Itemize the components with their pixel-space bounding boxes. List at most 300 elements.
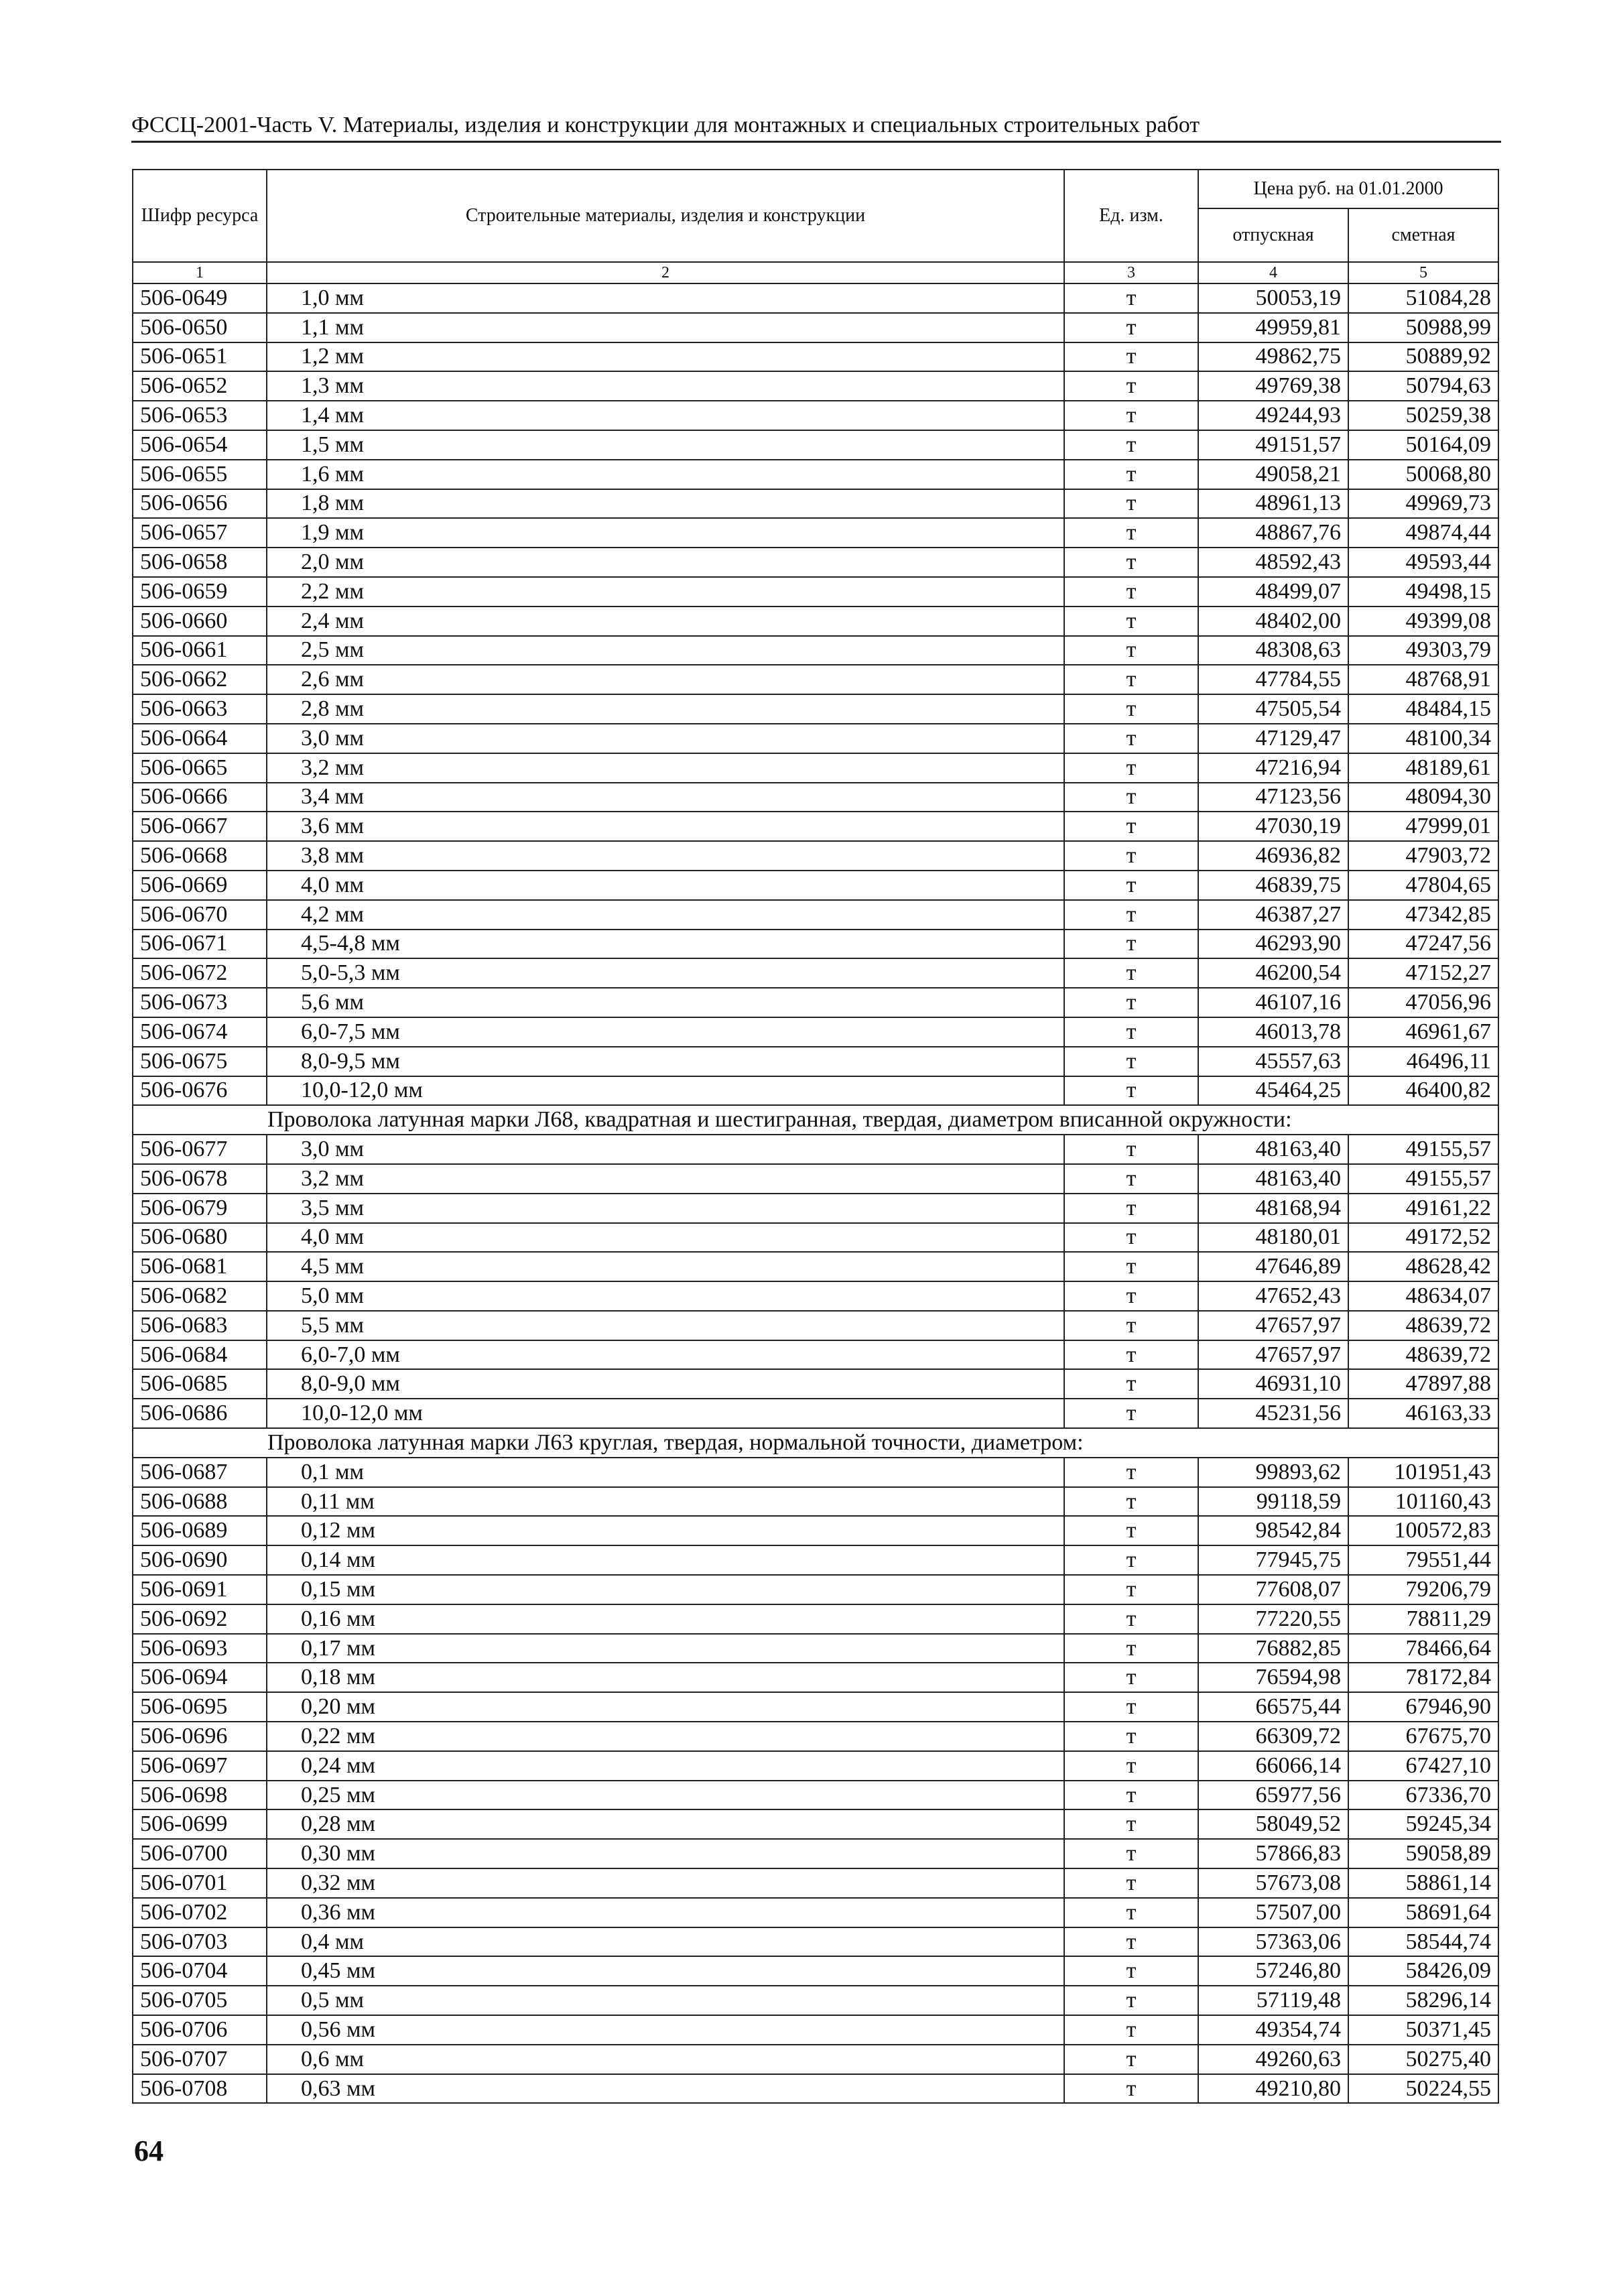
resource-code: 506-0671: [133, 930, 267, 959]
release-price: 48867,76: [1198, 518, 1348, 548]
material-name: 3,5 мм: [267, 1194, 1064, 1223]
resource-code: 506-0652: [133, 371, 267, 401]
unit: т: [1064, 900, 1198, 930]
unit: т: [1064, 1017, 1198, 1047]
resource-code: 506-0663: [133, 694, 267, 724]
resource-code: 506-0696: [133, 1722, 267, 1751]
release-price: 47030,19: [1198, 812, 1348, 841]
unit: т: [1064, 371, 1198, 401]
unit: т: [1064, 1575, 1198, 1604]
resource-code: 506-0677: [133, 1135, 267, 1164]
unit: т: [1064, 1663, 1198, 1692]
table-row: [133, 1809, 1498, 1839]
material-name: 4,0 мм: [267, 1223, 1064, 1253]
table-row: [133, 2015, 1498, 2045]
table-row: [133, 1399, 1498, 1428]
resource-code: 506-0694: [133, 1663, 267, 1692]
table-row: [133, 1663, 1498, 1692]
resource-code: 506-0657: [133, 518, 267, 548]
estimate-price: 51084,28: [1348, 283, 1498, 313]
unit: т: [1064, 607, 1198, 636]
resource-code: 506-0681: [133, 1252, 267, 1281]
estimate-price: 78811,29: [1348, 1604, 1498, 1634]
release-price: 48961,13: [1198, 489, 1348, 519]
estimate-price: 48634,07: [1348, 1281, 1498, 1311]
table-row: [133, 430, 1498, 460]
unit: т: [1064, 548, 1198, 577]
material-name: 0,6 мм: [267, 2045, 1064, 2074]
unit: т: [1064, 1164, 1198, 1194]
column-number: 1: [133, 262, 267, 283]
table-row: [133, 1076, 1498, 1106]
table-row: [133, 283, 1498, 313]
release-price: 47129,47: [1198, 724, 1348, 753]
resource-code: 506-0695: [133, 1692, 267, 1722]
table-row: [133, 1956, 1498, 1986]
release-price: 49058,21: [1198, 460, 1348, 489]
material-name: 5,0-5,3 мм: [267, 958, 1064, 988]
release-price: 48402,00: [1198, 607, 1348, 636]
resource-code: 506-0661: [133, 636, 267, 665]
release-price: 50053,19: [1198, 283, 1348, 313]
table-row: [133, 1751, 1498, 1781]
table-row: [133, 607, 1498, 636]
material-name: 0,11 мм: [267, 1487, 1064, 1517]
release-price: 47657,97: [1198, 1340, 1348, 1370]
release-price: 47652,43: [1198, 1281, 1348, 1311]
unit: т: [1064, 1252, 1198, 1281]
release-price: 47657,97: [1198, 1311, 1348, 1340]
table-row: [133, 1898, 1498, 1927]
material-name: 1,1 мм: [267, 313, 1064, 342]
estimate-price: 59245,34: [1348, 1809, 1498, 1839]
table-row: [133, 1545, 1498, 1575]
release-price: 58049,52: [1198, 1809, 1348, 1839]
table-row: [133, 1340, 1498, 1370]
release-price: 46839,75: [1198, 871, 1348, 900]
resource-code: 506-0670: [133, 900, 267, 930]
release-price: 48180,01: [1198, 1223, 1348, 1253]
unit: т: [1064, 1809, 1198, 1839]
section-row: [133, 1105, 1498, 1135]
release-price: 46293,90: [1198, 930, 1348, 959]
unit: т: [1064, 1839, 1198, 1868]
release-price: 77220,55: [1198, 1604, 1348, 1634]
resource-code: 506-0665: [133, 753, 267, 783]
release-price: 57866,83: [1198, 1839, 1348, 1868]
resource-code: 506-0691: [133, 1575, 267, 1604]
material-name: 0,1 мм: [267, 1458, 1064, 1487]
material-name: 10,0-12,0 мм: [267, 1076, 1064, 1106]
release-price: 46936,82: [1198, 841, 1348, 871]
resource-code: 506-0698: [133, 1781, 267, 1810]
unit: т: [1064, 577, 1198, 607]
release-price: 57363,06: [1198, 1927, 1348, 1957]
resource-code: 506-0686: [133, 1399, 267, 1428]
resource-code: 506-0703: [133, 1927, 267, 1957]
unit: т: [1064, 1986, 1198, 2015]
table-row: [133, 665, 1498, 694]
resource-code: 506-0668: [133, 841, 267, 871]
estimate-price: 58426,09: [1348, 1956, 1498, 1986]
estimate-price: 47897,88: [1348, 1369, 1498, 1399]
table-row: [133, 1927, 1498, 1957]
table-row: [133, 1164, 1498, 1194]
estimate-price: 49155,57: [1348, 1135, 1498, 1164]
estimate-price: 46961,67: [1348, 1017, 1498, 1047]
resource-code: 506-0704: [133, 1956, 267, 1986]
resource-code: 506-0662: [133, 665, 267, 694]
material-name: 0,4 мм: [267, 1927, 1064, 1957]
material-name: 4,5-4,8 мм: [267, 930, 1064, 959]
resource-code: 506-0699: [133, 1809, 267, 1839]
resource-code: 506-0669: [133, 871, 267, 900]
release-price: 45231,56: [1198, 1399, 1348, 1428]
estimate-price: 47152,27: [1348, 958, 1498, 988]
resource-code: 506-0653: [133, 401, 267, 430]
material-name: 0,45 мм: [267, 1956, 1064, 1986]
unit: т: [1064, 489, 1198, 519]
release-price: 48499,07: [1198, 577, 1348, 607]
price-table: [132, 169, 1499, 2104]
estimate-price: 79551,44: [1348, 1545, 1498, 1575]
material-name: 3,2 мм: [267, 753, 1064, 783]
resource-code: 506-0689: [133, 1516, 267, 1545]
release-price: 47784,55: [1198, 665, 1348, 694]
resource-code: 506-0673: [133, 988, 267, 1017]
material-name: 0,16 мм: [267, 1604, 1064, 1634]
release-price: 49244,93: [1198, 401, 1348, 430]
release-price: 76882,85: [1198, 1634, 1348, 1663]
material-name: 1,5 мм: [267, 430, 1064, 460]
estimate-price: 58861,14: [1348, 1868, 1498, 1898]
release-price: 46200,54: [1198, 958, 1348, 988]
estimate-price: 46163,33: [1348, 1399, 1498, 1428]
release-price: 65977,56: [1198, 1781, 1348, 1810]
unit: т: [1064, 753, 1198, 783]
table-body: [133, 283, 1498, 2103]
resource-code: 506-0702: [133, 1898, 267, 1927]
unit: т: [1064, 988, 1198, 1017]
material-name: 0,5 мм: [267, 1986, 1064, 2015]
resource-code: 506-0656: [133, 489, 267, 519]
material-name: 0,36 мм: [267, 1898, 1064, 1927]
resource-code: 506-0693: [133, 1634, 267, 1663]
unit: т: [1064, 1076, 1198, 1106]
resource-code: 506-0651: [133, 342, 267, 372]
unit: т: [1064, 2045, 1198, 2074]
estimate-price: 47056,96: [1348, 988, 1498, 1017]
table-row: [133, 1223, 1498, 1253]
release-price: 46387,27: [1198, 900, 1348, 930]
resource-code: 506-0700: [133, 1839, 267, 1868]
material-name: 2,5 мм: [267, 636, 1064, 665]
release-price: 57119,48: [1198, 1986, 1348, 2015]
estimate-price: 49161,22: [1348, 1194, 1498, 1223]
material-name: 3,2 мм: [267, 1164, 1064, 1194]
resource-code: 506-0672: [133, 958, 267, 988]
unit: т: [1064, 1223, 1198, 1253]
material-name: 0,18 мм: [267, 1663, 1064, 1692]
release-price: 66575,44: [1198, 1692, 1348, 1722]
estimate-price: 47804,65: [1348, 871, 1498, 900]
material-name: 0,22 мм: [267, 1722, 1064, 1751]
table-row: [133, 2045, 1498, 2074]
estimate-price: 48094,30: [1348, 783, 1498, 812]
material-name: 0,15 мм: [267, 1575, 1064, 1604]
estimate-price: 48484,15: [1348, 694, 1498, 724]
release-price: 57507,00: [1198, 1898, 1348, 1927]
material-name: 0,24 мм: [267, 1751, 1064, 1781]
estimate-price: 67946,90: [1348, 1692, 1498, 1722]
unit: т: [1064, 1692, 1198, 1722]
unit: т: [1064, 518, 1198, 548]
estimate-price: 48639,72: [1348, 1340, 1498, 1370]
column-number: 4: [1198, 262, 1348, 283]
header-estimate-price: сметная: [1348, 208, 1498, 262]
material-name: 1,6 мм: [267, 460, 1064, 489]
estimate-price: 58691,64: [1348, 1898, 1498, 1927]
resource-code: 506-0692: [133, 1604, 267, 1634]
material-name: 1,3 мм: [267, 371, 1064, 401]
release-price: 99118,59: [1198, 1487, 1348, 1517]
estimate-price: 50988,99: [1348, 313, 1498, 342]
estimate-price: 50259,38: [1348, 401, 1498, 430]
estimate-price: 48639,72: [1348, 1311, 1498, 1340]
release-price: 49260,63: [1198, 2045, 1348, 2074]
unit: т: [1064, 283, 1198, 313]
estimate-price: 48768,91: [1348, 665, 1498, 694]
material-name: 0,12 мм: [267, 1516, 1064, 1545]
table-row: [133, 313, 1498, 342]
release-price: 48163,40: [1198, 1164, 1348, 1194]
header-code: Шифр ресурса: [133, 170, 267, 262]
material-name: 2,6 мм: [267, 665, 1064, 694]
unit: т: [1064, 930, 1198, 959]
table-row: [133, 841, 1498, 871]
table-row: [133, 1604, 1498, 1634]
unit: т: [1064, 1722, 1198, 1751]
estimate-price: 59058,89: [1348, 1839, 1498, 1868]
estimate-price: 50068,80: [1348, 460, 1498, 489]
material-name: 4,5 мм: [267, 1252, 1064, 1281]
resource-code: 506-0674: [133, 1017, 267, 1047]
estimate-price: 47903,72: [1348, 841, 1498, 871]
estimate-price: 48100,34: [1348, 724, 1498, 753]
table-row: [133, 371, 1498, 401]
estimate-price: 48189,61: [1348, 753, 1498, 783]
material-name: 0,63 мм: [267, 2074, 1064, 2104]
estimate-price: 49969,73: [1348, 489, 1498, 519]
release-price: 48592,43: [1198, 548, 1348, 577]
estimate-price: 50794,63: [1348, 371, 1498, 401]
material-name: 0,28 мм: [267, 1809, 1064, 1839]
unit: т: [1064, 783, 1198, 812]
resource-code: 506-0697: [133, 1751, 267, 1781]
release-price: 49862,75: [1198, 342, 1348, 372]
material-name: 1,2 мм: [267, 342, 1064, 372]
release-price: 47216,94: [1198, 753, 1348, 783]
estimate-price: 49155,57: [1348, 1164, 1498, 1194]
estimate-price: 49593,44: [1348, 548, 1498, 577]
resource-code: 506-0660: [133, 607, 267, 636]
release-price: 48168,94: [1198, 1194, 1348, 1223]
unit: т: [1064, 1194, 1198, 1223]
unit: т: [1064, 724, 1198, 753]
estimate-price: 46400,82: [1348, 1076, 1498, 1106]
resource-code: 506-0659: [133, 577, 267, 607]
resource-code: 506-0685: [133, 1369, 267, 1399]
release-price: 48308,63: [1198, 636, 1348, 665]
material-name: 8,0-9,0 мм: [267, 1369, 1064, 1399]
estimate-price: 50275,40: [1348, 2045, 1498, 2074]
resource-code: 506-0708: [133, 2074, 267, 2104]
estimate-price: 49303,79: [1348, 636, 1498, 665]
material-name: 1,0 мм: [267, 283, 1064, 313]
header-unit: Ед. изм.: [1064, 170, 1198, 262]
table-row: [133, 489, 1498, 519]
release-price: 46931,10: [1198, 1369, 1348, 1399]
table-row: [133, 1986, 1498, 2015]
material-name: 5,0 мм: [267, 1281, 1064, 1311]
material-name: 3,6 мм: [267, 812, 1064, 841]
header-release-price: отпускная: [1198, 208, 1348, 262]
release-price: 66309,72: [1198, 1722, 1348, 1751]
unit: т: [1064, 1927, 1198, 1957]
page-title: ФССЦ-2001-Часть V. Материалы, изделия и конструкции для монтажных и специальных строительных работ: [131, 111, 1501, 143]
unit: т: [1064, 1868, 1198, 1898]
material-name: 0,56 мм: [267, 2015, 1064, 2045]
unit: т: [1064, 1135, 1198, 1164]
estimate-price: 67336,70: [1348, 1781, 1498, 1810]
material-name: 0,32 мм: [267, 1868, 1064, 1898]
section-title: Проволока латунная марки Л63 круглая, твердая, нормальной точности, диаметром:: [133, 1428, 1498, 1458]
release-price: 49769,38: [1198, 371, 1348, 401]
release-price: 98542,84: [1198, 1516, 1348, 1545]
resource-code: 506-0667: [133, 812, 267, 841]
material-name: 0,14 мм: [267, 1545, 1064, 1575]
release-price: 77608,07: [1198, 1575, 1348, 1604]
unit: т: [1064, 812, 1198, 841]
material-name: 2,4 мм: [267, 607, 1064, 636]
table-row: [133, 812, 1498, 841]
unit: т: [1064, 958, 1198, 988]
column-number: 5: [1348, 262, 1498, 283]
estimate-price: 49172,52: [1348, 1223, 1498, 1253]
table-row: [133, 548, 1498, 577]
resource-code: 506-0690: [133, 1545, 267, 1575]
estimate-price: 50371,45: [1348, 2015, 1498, 2045]
release-price: 57673,08: [1198, 1868, 1348, 1898]
release-price: 46013,78: [1198, 1017, 1348, 1047]
table-row: [133, 1311, 1498, 1340]
table-row: [133, 1487, 1498, 1517]
unit: т: [1064, 342, 1198, 372]
unit: т: [1064, 401, 1198, 430]
resource-code: 506-0701: [133, 1868, 267, 1898]
table-row: [133, 1868, 1498, 1898]
estimate-price: 100572,83: [1348, 1516, 1498, 1545]
table-row: [133, 1369, 1498, 1399]
material-name: 8,0-9,5 мм: [267, 1047, 1064, 1076]
resource-code: 506-0682: [133, 1281, 267, 1311]
estimate-price: 101951,43: [1348, 1458, 1498, 1487]
unit: т: [1064, 430, 1198, 460]
unit: т: [1064, 1281, 1198, 1311]
unit: т: [1064, 1751, 1198, 1781]
unit: т: [1064, 1781, 1198, 1810]
table-row: [133, 1252, 1498, 1281]
unit: т: [1064, 2015, 1198, 2045]
table-row: [133, 460, 1498, 489]
section-title: Проволока латунная марки Л68, квадратная и шестигранная, твердая, диаметром вписанной окружности:: [133, 1105, 1498, 1135]
material-name: 6,0-7,5 мм: [267, 1017, 1064, 1047]
table-row: [133, 1017, 1498, 1047]
resource-code: 506-0706: [133, 2015, 267, 2045]
table-row: [133, 577, 1498, 607]
resource-code: 506-0680: [133, 1223, 267, 1253]
table-row: [133, 1839, 1498, 1868]
resource-code: 506-0678: [133, 1164, 267, 1194]
resource-code: 506-0658: [133, 548, 267, 577]
unit: т: [1064, 636, 1198, 665]
unit: т: [1064, 1340, 1198, 1370]
table-row: [133, 1458, 1498, 1487]
unit: т: [1064, 1487, 1198, 1517]
estimate-price: 47247,56: [1348, 930, 1498, 959]
resource-code: 506-0679: [133, 1194, 267, 1223]
estimate-price: 50889,92: [1348, 342, 1498, 372]
table-row: [133, 1634, 1498, 1663]
unit: т: [1064, 871, 1198, 900]
unit: т: [1064, 665, 1198, 694]
header-price: Цена руб. на 01.01.2000: [1198, 170, 1498, 208]
estimate-price: 48628,42: [1348, 1252, 1498, 1281]
estimate-price: 49498,15: [1348, 577, 1498, 607]
release-price: 45464,25: [1198, 1076, 1348, 1106]
table-row: [133, 930, 1498, 959]
resource-code: 506-0649: [133, 283, 267, 313]
estimate-price: 67427,10: [1348, 1751, 1498, 1781]
table-row: [133, 1135, 1498, 1164]
estimate-price: 79206,79: [1348, 1575, 1498, 1604]
release-price: 49354,74: [1198, 2015, 1348, 2045]
release-price: 66066,14: [1198, 1751, 1348, 1781]
estimate-price: 49399,08: [1348, 607, 1498, 636]
table-row: [133, 401, 1498, 430]
estimate-price: 67675,70: [1348, 1722, 1498, 1751]
material-name: 1,9 мм: [267, 518, 1064, 548]
table-row: [133, 2074, 1498, 2104]
estimate-price: 58544,74: [1348, 1927, 1498, 1957]
table-row: [133, 694, 1498, 724]
material-name: 3,4 мм: [267, 783, 1064, 812]
release-price: 47505,54: [1198, 694, 1348, 724]
estimate-price: 101160,43: [1348, 1487, 1498, 1517]
estimate-price: 47342,85: [1348, 900, 1498, 930]
unit: т: [1064, 1399, 1198, 1428]
table-row: [133, 1781, 1498, 1810]
section-row: [133, 1428, 1498, 1458]
unit: т: [1064, 694, 1198, 724]
table-row: [133, 636, 1498, 665]
material-name: 0,20 мм: [267, 1692, 1064, 1722]
unit: т: [1064, 1956, 1198, 1986]
table-row: [133, 1047, 1498, 1076]
material-name: 5,6 мм: [267, 988, 1064, 1017]
unit: т: [1064, 1047, 1198, 1076]
table-row: [133, 518, 1498, 548]
